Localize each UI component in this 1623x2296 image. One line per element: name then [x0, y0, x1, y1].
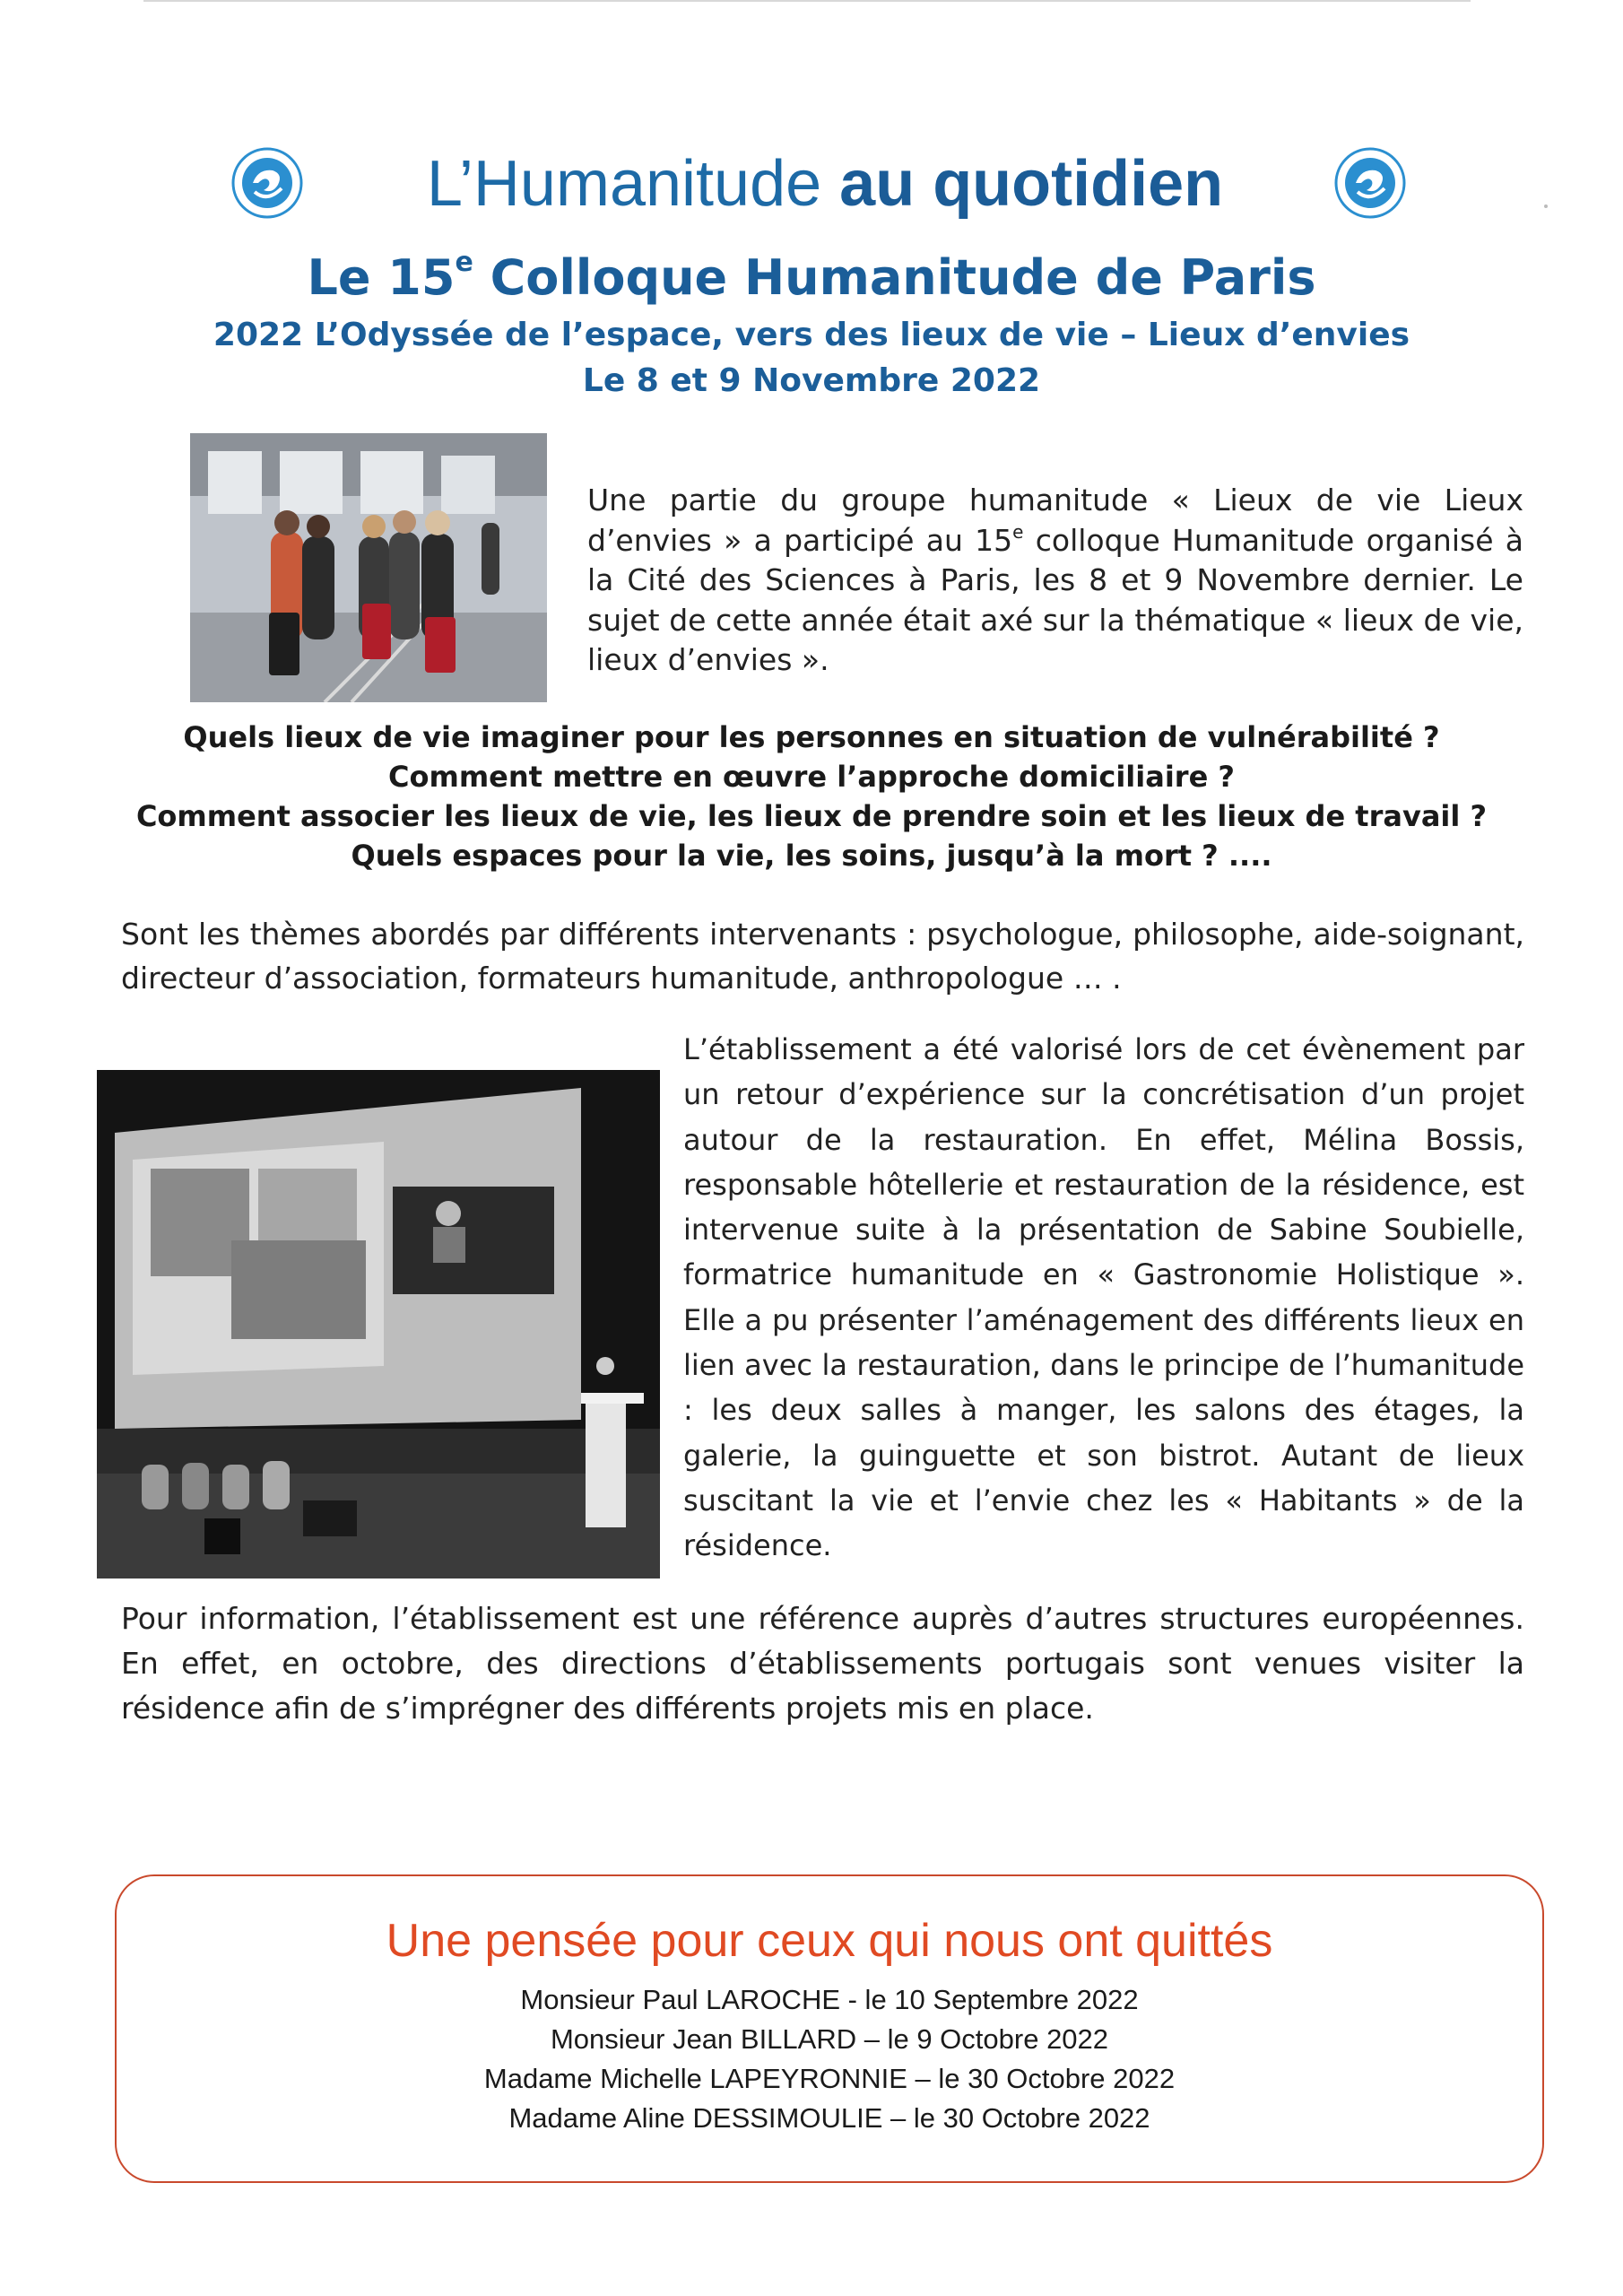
subtitle-superscript: e [455, 247, 473, 278]
scan-edge-line [143, 0, 1471, 2]
memorial-list [117, 1980, 1542, 2138]
humanitude-logo-icon [1334, 147, 1406, 219]
intro-text: Une partie du groupe humanitude « Lieux de vie Lieux d’envies » a participé au 15 [587, 483, 1523, 558]
memorial-entry: Monsieur Paul LAROCHE - le 10 Septembre 2022 [520, 1984, 1139, 2015]
humanitude-logo-icon [231, 147, 303, 219]
page-title [332, 135, 1318, 233]
intro-text-rest: colloque Humanitude organisé à la Cité des Sciences à Paris, les 8 et 9 Novembre dernier. Le sujet de cette année était axé sur la thématique « lieux de vie, lieux d’envies ». [587, 522, 1524, 677]
title-bold: au quotidien [839, 148, 1224, 220]
question-line: Quels espaces pour la vie, les soins, jusqu’à la mort ? .... [351, 839, 1272, 873]
memorial-entry: Madame Michelle LAPEYRONNIE – le 30 Octobre 2022 [483, 2063, 1176, 2094]
colloque-theme: 2022 L’Odyssée de l’espace, vers des lieux de vie – Lieux d’envies [213, 317, 1410, 353]
intro-superscript: e [1012, 520, 1024, 543]
question-line: Quels lieux de vie imaginer pour les personnes en situation de vulnérabilité ? [183, 720, 1440, 754]
subtitle-text-rest: Colloque Humanitude de Paris [473, 249, 1316, 306]
event-paragraph: L’établissement a été valorisé lors de cet évènement par un retour d’expérience sur la concrétisation d’un projet autour de la restauration. En effet, Mélina Bossis, responsable hôtellerie et restauration de la résidence, est intervenue suite à la présentation de Sabine Soubielle, formatrice humanitude en « Gastronomie Holistique ». Elle a pu présenter l’aménagement des différents lieux en lien avec la restauration, dans le principe de l’humanitude : les deux salles à manger, les salons des étages, la galerie, la guinguette et son bistrot. Autant de lieux suscitant la vie et l’envie chez les « Habitants » de la résidence. [683, 1032, 1524, 1563]
themes-paragraph: Sont les thèmes abordés par différents intervenants : psychologue, philosophe, aide-soignant, directeur d’association, formateurs humanitude, anthropologue … . [121, 917, 1524, 996]
memorial-title: Une pensée pour ceux qui nous ont quittés [386, 1915, 1273, 1967]
title-light: L’Humanitude [426, 148, 822, 220]
info-paragraph: Pour information, l’établissement est une référence auprès d’autres structures européennes. En effet, en octobre, des directions d’établissements portugais sont venues visiter la résidence afin de s’imprégner des différents projets mis en place. [121, 1601, 1524, 1726]
page-header [0, 135, 1623, 233]
group-photo [190, 433, 547, 702]
memorial-entry: Madame Aline DESSIMOULIE – le 30 Octobre 2022 [508, 2102, 1150, 2134]
memorial-box [115, 1874, 1544, 2183]
question-line: Comment associer les lieux de vie, les lieux de prendre soin et les lieux de travail ? [135, 799, 1488, 833]
subtitle-text: Le 15 [307, 249, 456, 306]
colloque-date: Le 8 et 9 Novembre 2022 [582, 362, 1041, 399]
questions-block [0, 718, 1623, 875]
memorial-entry: Monsieur Jean BILLARD – le 9 Octobre 2022 [550, 2023, 1109, 2055]
question-line: Comment mettre en œuvre l’approche domiciliaire ? [388, 760, 1235, 794]
colloque-title [0, 247, 1623, 309]
conference-photo [97, 1070, 660, 1578]
intro-paragraph [587, 481, 1523, 681]
